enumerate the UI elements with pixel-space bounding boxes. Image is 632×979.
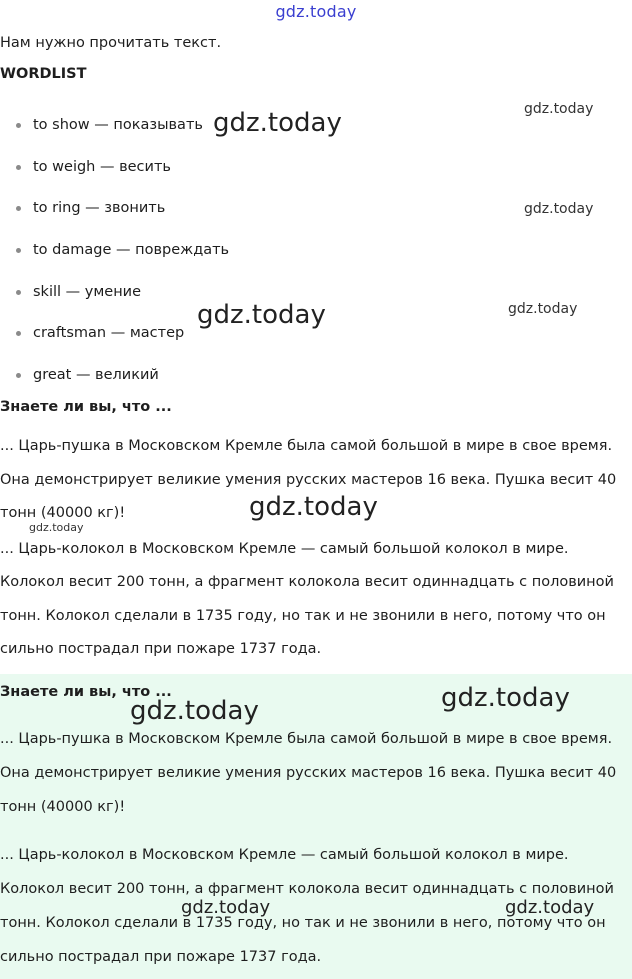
list-item xyxy=(0,313,229,355)
answer-heading: Знаете ли вы, что ... xyxy=(0,684,172,700)
wordlist-item-text: craftsman — мастер xyxy=(33,325,185,342)
answer-paragraph-2: ... Царь-колокол в Московском Кремле — самый большой колокол в мире. Колокол весит 200 тонн, а фрагмент колокола весит одиннадцать с половиной тонн. Колокол сделали в 1735 году, но так и не звонили в него, потому что он сильно пострадал при пожаре 1737 года. xyxy=(0,847,614,965)
bullet-icon xyxy=(16,206,21,211)
list-item xyxy=(0,272,229,314)
bullet-icon xyxy=(16,290,21,295)
site-header-link[interactable]: gdz.today xyxy=(275,2,357,21)
bullet-icon xyxy=(16,165,21,170)
answer-block xyxy=(0,674,632,979)
list-item xyxy=(0,105,229,147)
wordlist xyxy=(0,105,229,397)
wordlist-item-text: to damage — повреждать xyxy=(33,242,230,259)
watermark-text: gdz.today xyxy=(197,300,326,330)
wordlist-item-text: skill — умение xyxy=(33,283,142,300)
watermark-text: gdz.today xyxy=(524,201,594,217)
wordlist-item-text: great — великий xyxy=(33,367,159,384)
wordlist-item-text: to weigh — весить xyxy=(33,158,171,175)
intro-text: Нам нужно прочитать текст. xyxy=(0,35,222,51)
list-item xyxy=(0,147,229,189)
bullet-icon xyxy=(16,123,21,128)
watermark-text: gdz.today xyxy=(29,521,84,534)
bullet-icon xyxy=(16,331,21,336)
watermark-text: gdz.today xyxy=(181,897,271,918)
watermark-text: gdz.today xyxy=(130,696,259,726)
wordlist-heading: WORDLIST xyxy=(0,66,87,82)
watermark-text: gdz.today xyxy=(249,492,378,522)
text-block xyxy=(0,398,632,667)
text-block-paragraph-2: ... Царь-колокол в Московском Кремле — самый большой колокол в мире. Колокол весит 200 тонн, а фрагмент колокола весит одиннадцать с половиной тонн. Колокол сделали в 1735 году, но так и не звонили в него, потому что он сильно пострадал при пожаре 1737 года. xyxy=(0,540,614,657)
watermark-text: gdz.today xyxy=(524,101,594,117)
list-item xyxy=(0,188,229,230)
list-item xyxy=(0,230,229,272)
text-block-heading: Знаете ли вы, что ... xyxy=(0,399,172,415)
wordlist-item-text: to ring — звонить xyxy=(33,200,166,217)
bullet-icon xyxy=(16,248,21,253)
list-item xyxy=(0,355,229,397)
watermark-text: gdz.today xyxy=(213,108,342,138)
watermark-text: gdz.today xyxy=(505,897,595,918)
watermark-text: gdz.today xyxy=(508,301,578,317)
text-block-paragraph-1: ... Царь-пушка в Московском Кремле была самой большой в мире в свое время. Она демонстрирует великие умения русских мастеров 16 века. Пушка весит 40 тонн (40000 кг)! xyxy=(0,438,617,521)
answer-paragraph-1: ... Царь-пушка в Московском Кремле была самой большой в мире в свое время. Она демонстрирует великие умения русских мастеров 16 века. Пушка весит 40 тонн (40000 кг)! xyxy=(0,731,617,815)
bullet-icon xyxy=(16,373,21,378)
watermark-text: gdz.today xyxy=(441,683,570,713)
wordlist-item-text: to show — показывать xyxy=(33,117,203,133)
